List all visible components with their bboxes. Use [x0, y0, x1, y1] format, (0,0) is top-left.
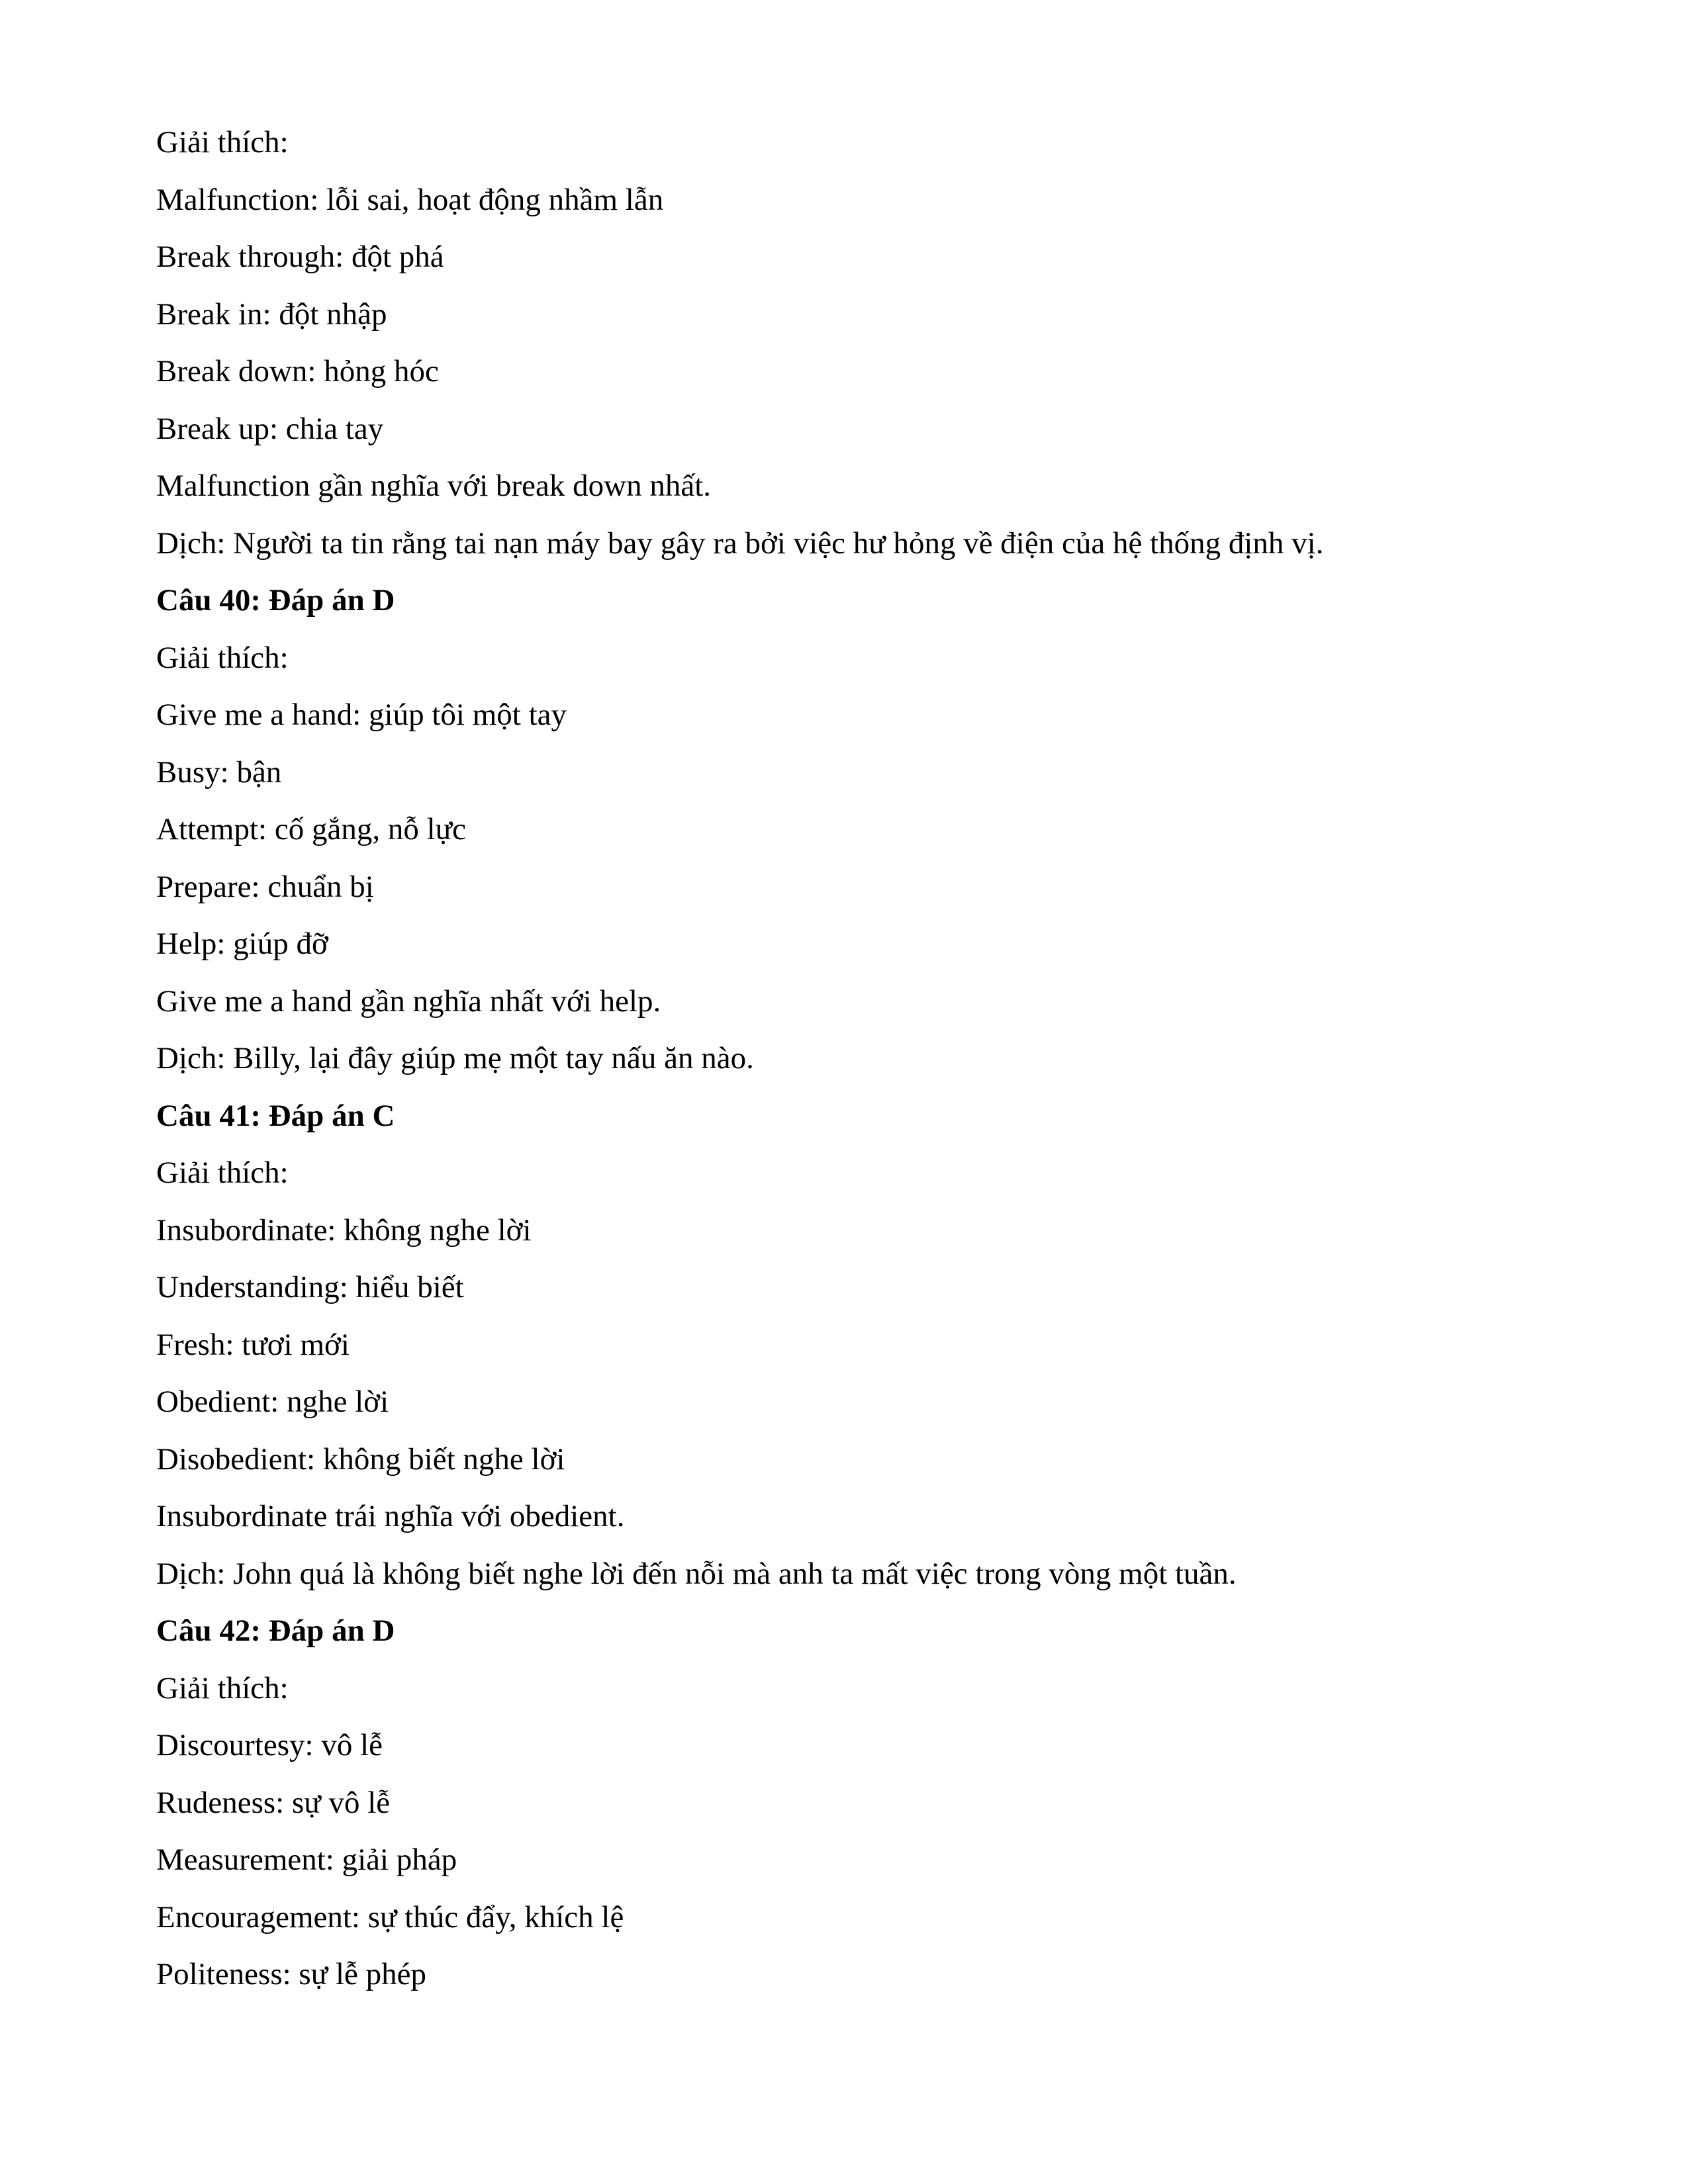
vocab-line: Rudeness: sự vô lễ: [156, 1785, 391, 1820]
explanation-label: Giải thích:: [156, 125, 289, 159]
vocab-line: Measurement: giải pháp: [156, 1843, 457, 1877]
question-heading: Câu 40: Đáp án D: [156, 583, 395, 617]
vocab-line: Encouragement: sự thúc đẩy, khích lệ: [156, 1899, 624, 1934]
vocab-line: Politeness: sự lễ phép: [156, 1957, 426, 1991]
vocab-line: Help: giúp đỡ: [156, 927, 328, 961]
document-body: [156, 114, 1533, 2003]
translation-line: Dịch: John quá là không biết nghe lời đến nỗi mà anh ta mất việc trong vòng một tuần.: [156, 1556, 1237, 1591]
explanation-label: Giải thích:: [156, 640, 289, 675]
vocab-line: Give me a hand: giúp tôi một tay: [156, 698, 567, 732]
vocab-line: Break down: hỏng hóc: [156, 354, 439, 388]
vocab-line: Break up: chia tay: [156, 411, 384, 446]
conclusion-line: Give me a hand gần nghĩa nhất với help.: [156, 983, 661, 1019]
question-heading: Câu 42: Đáp án D: [156, 1614, 395, 1648]
question-heading: Câu 41: Đáp án C: [156, 1098, 395, 1133]
translation-line: Dịch: Người ta tin rằng tai nạn máy bay gây ra bởi việc hư hỏng về điện của hệ thống định vị.: [156, 525, 1324, 561]
vocab-line: Malfunction: lỗi sai, hoạt động nhầm lẫn: [156, 182, 664, 217]
vocab-line: Obedient: nghe lời: [156, 1385, 389, 1419]
conclusion-line: Malfunction gần nghĩa với break down nhất.: [156, 469, 712, 503]
vocab-line: Busy: bận: [156, 754, 282, 790]
explanation-label: Giải thích:: [156, 1156, 289, 1190]
vocab-line: Fresh: tươi mới: [156, 1327, 350, 1362]
vocab-line: Prepare: chuẩn bị: [156, 869, 374, 904]
vocab-line: Disobedient: không biết nghe lời: [156, 1441, 565, 1477]
explanation-label: Giải thích:: [156, 1670, 289, 1706]
vocab-line: Discourtesy: vô lễ: [156, 1728, 383, 1762]
vocab-line: Break in: đột nhập: [156, 296, 387, 332]
vocab-line: Attempt: cố gắng, nỗ lực: [156, 812, 466, 846]
translation-line: Dịch: Billy, lại đây giúp mẹ một tay nấu ăn nào.: [156, 1041, 754, 1075]
vocab-line: Insubordinate: không nghe lời: [156, 1212, 532, 1248]
conclusion-line: Insubordinate trái nghĩa với obedient.: [156, 1499, 625, 1533]
vocab-line: Understanding: hiểu biết: [156, 1270, 464, 1304]
vocab-line: Break through: đột phá: [156, 240, 444, 274]
